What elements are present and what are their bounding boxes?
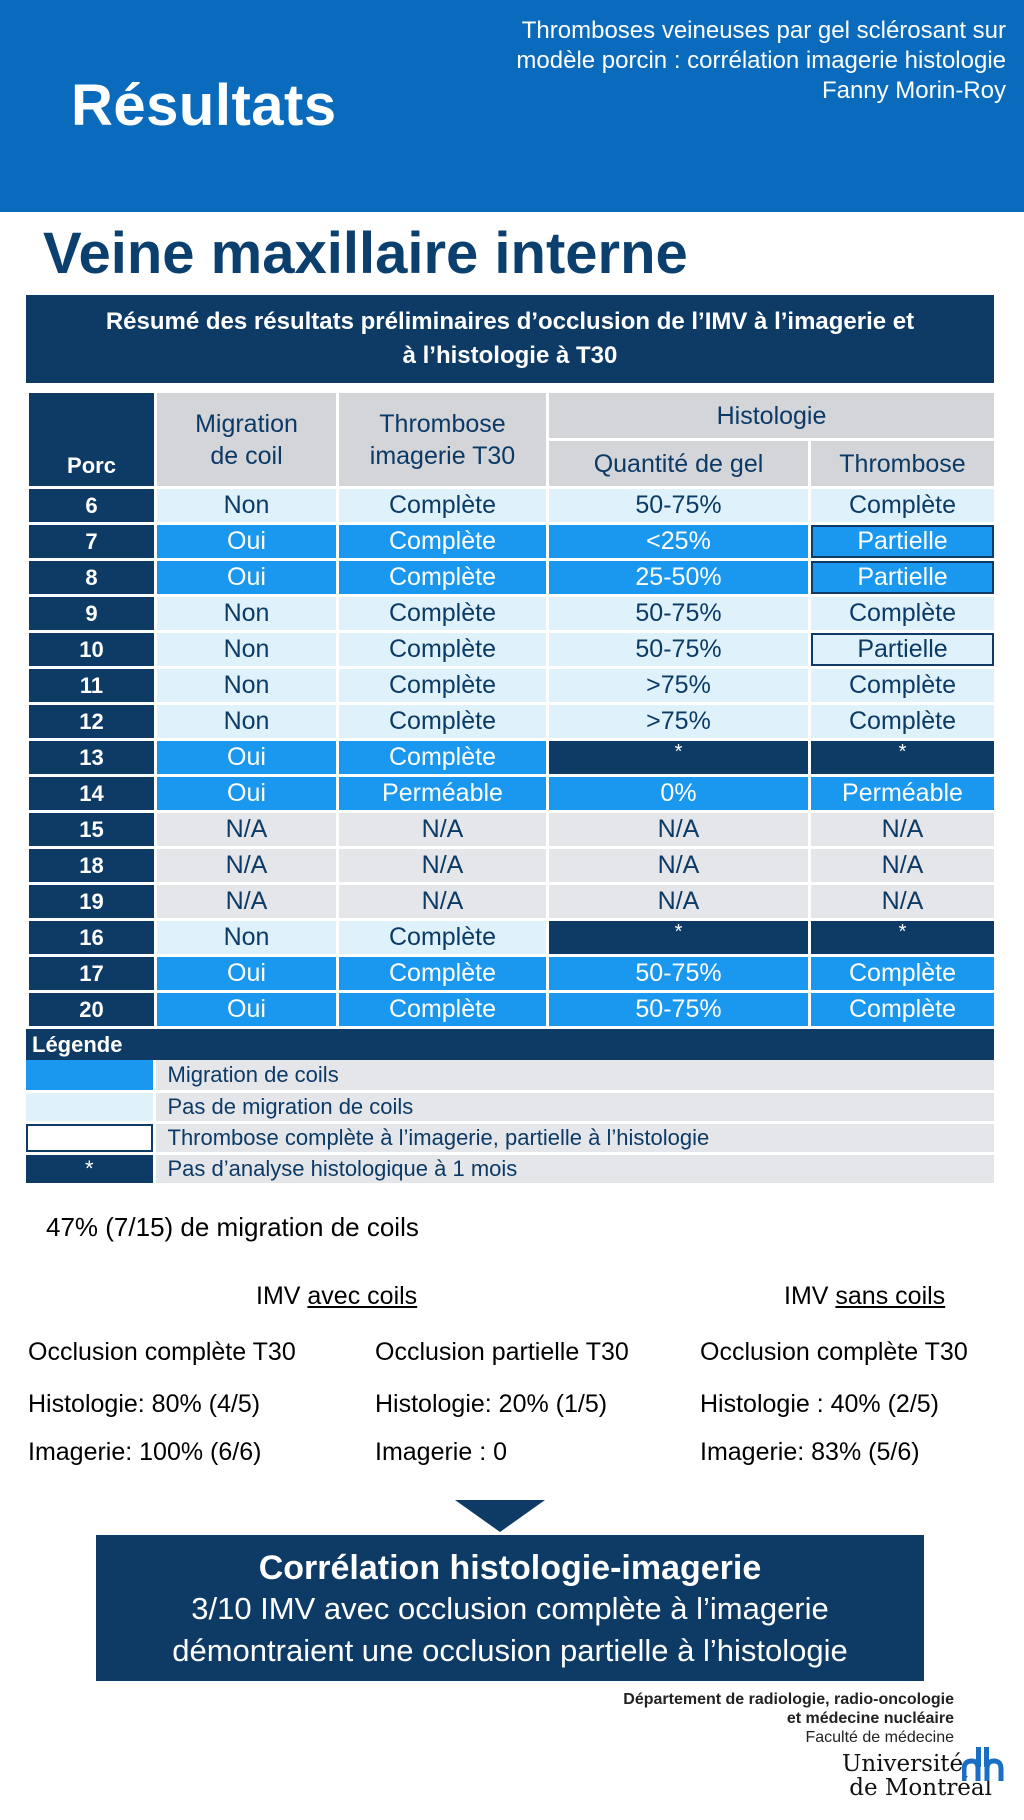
header-banner (0, 0, 1024, 212)
header-thrombose-imagerie-line-1: Thrombose (379, 409, 506, 438)
thrombose-imagerie-cell: Complète (338, 524, 548, 560)
thrombose-histologie-cell: * (810, 740, 996, 776)
table-row (28, 812, 996, 848)
thrombose-histologie-cell: N/A (810, 812, 996, 848)
down-arrow-icon (455, 1500, 545, 1532)
migration-cell: Oui (156, 560, 338, 596)
results-table (26, 390, 997, 1029)
legend-item (26, 1122, 994, 1153)
table-row (28, 668, 996, 704)
table-row (28, 884, 996, 920)
table-row (28, 560, 996, 596)
quantite-gel-cell: 50-75% (548, 632, 810, 668)
porc-cell: 12 (28, 704, 156, 740)
subtitle-line-1: Thromboses veineuses par gel sclérosant sur (521, 17, 1006, 44)
table-row (28, 524, 996, 560)
table-row (28, 596, 996, 632)
header-porc: Porc (28, 392, 156, 488)
thrombose-imagerie-cell: Complète (338, 668, 548, 704)
section-title: Veine maxillaire interne (43, 221, 688, 286)
quantite-gel-cell: N/A (548, 848, 810, 884)
thrombose-histologie-cell: Partielle (810, 560, 996, 596)
legend-text: Pas de migration de coils (154, 1091, 994, 1122)
porc-cell: 8 (28, 560, 156, 596)
page-title: Résultats (71, 73, 337, 138)
table-row (28, 920, 996, 956)
thrombose-histologie-cell: Partielle (810, 632, 996, 668)
thrombose-histologie-cell: Complète (810, 956, 996, 992)
col2-imagerie: Imagerie : 0 (375, 1438, 508, 1466)
header-quantite-gel: Quantité de gel (548, 440, 810, 488)
legend-item (26, 1153, 994, 1184)
migration-cell: Oui (156, 992, 338, 1028)
thrombose-histologie-cell: Complète (810, 704, 996, 740)
table-row (28, 848, 996, 884)
porc-cell: 17 (28, 956, 156, 992)
imv-avec-prefix: IMV (256, 1282, 308, 1310)
quantite-gel-cell: N/A (548, 884, 810, 920)
thrombose-imagerie-cell: Complète (338, 596, 548, 632)
migration-cell: Oui (156, 776, 338, 812)
imv-sans-coils-heading (784, 1282, 945, 1311)
quantite-gel-cell: 0% (548, 776, 810, 812)
thrombose-imagerie-cell: N/A (338, 848, 548, 884)
col3-imagerie: Imagerie: 83% (5/6) (700, 1438, 920, 1466)
header-thrombose-imagerie-line-2: imagerie T30 (369, 441, 516, 470)
thrombose-imagerie-cell: Complète (338, 560, 548, 596)
migration-cell: N/A (156, 812, 338, 848)
col3-title: Occlusion complète T30 (700, 1338, 968, 1366)
migration-cell: Oui (156, 740, 338, 776)
migration-cell: Non (156, 920, 338, 956)
table-row (28, 632, 996, 668)
quantite-gel-cell: 25-50% (548, 560, 810, 596)
thrombose-histologie-cell: Complète (810, 488, 996, 524)
university-logo-icon (962, 1745, 1004, 1785)
porc-cell: 19 (28, 884, 156, 920)
correlation-line-1: 3/10 IMV avec occlusion complète à l’imagerie (191, 1591, 829, 1626)
quantite-gel-cell: 50-75% (548, 596, 810, 632)
quantite-gel-cell: 50-75% (548, 992, 810, 1028)
porc-cell: 7 (28, 524, 156, 560)
department-credit (623, 1690, 954, 1747)
thrombose-histologie-cell: Perméable (810, 776, 996, 812)
quantite-gel-cell: 50-75% (548, 956, 810, 992)
porc-cell: 18 (28, 848, 156, 884)
quantite-gel-cell: * (548, 920, 810, 956)
imv-avec-coils-heading (256, 1282, 417, 1311)
quantite-gel-cell: <25% (548, 524, 810, 560)
thrombose-imagerie-cell: Complète (338, 920, 548, 956)
legend-swatch (26, 1122, 154, 1153)
legend-swatch (26, 1091, 154, 1122)
header-migration-line-1: Migration (195, 409, 298, 438)
header-thrombose: Thrombose (810, 440, 996, 488)
thrombose-histologie-cell: Complète (810, 668, 996, 704)
migration-cell: Non (156, 596, 338, 632)
correlation-title: Corrélation histologie-imagerie (258, 1549, 762, 1587)
univ-line-2: de Montréal (849, 1775, 992, 1801)
table-row (28, 740, 996, 776)
porc-cell: 11 (28, 668, 156, 704)
table-banner-line-2: à l’histologie à T30 (402, 342, 618, 369)
thrombose-imagerie-cell: N/A (338, 884, 548, 920)
table-row (28, 992, 996, 1028)
col1-imagerie: Imagerie: 100% (6/6) (28, 1438, 262, 1466)
subtitle-line-2: modèle porcin : corrélation imagerie histologie (516, 47, 1006, 74)
table-row (28, 776, 996, 812)
legend-title: Légende (26, 1029, 994, 1060)
dept-line-1: Département de radiologie, radio-oncologie (623, 1691, 954, 1708)
header-thrombose-imagerie (338, 392, 548, 488)
quantite-gel-cell: N/A (548, 812, 810, 848)
dept-line-2: et médecine nucléaire (786, 1710, 954, 1727)
thrombose-imagerie-cell: Complète (338, 704, 548, 740)
migration-cell: Oui (156, 524, 338, 560)
legend-swatch: * (26, 1153, 154, 1184)
col3-histologie: Histologie : 40% (2/5) (700, 1390, 940, 1418)
porc-cell: 10 (28, 632, 156, 668)
porc-cell: 6 (28, 488, 156, 524)
thrombose-histologie-cell: Complète (810, 992, 996, 1028)
migration-cell: Oui (156, 956, 338, 992)
migration-cell: Non (156, 632, 338, 668)
table-row (28, 488, 996, 524)
porc-cell: 16 (28, 920, 156, 956)
header-meta (516, 16, 1006, 106)
quantite-gel-cell: 50-75% (548, 488, 810, 524)
thrombose-imagerie-cell: Complète (338, 740, 548, 776)
table-banner-line-1: Résumé des résultats préliminaires d’occlusion de l’IMV à l’imagerie et (105, 308, 915, 335)
porc-cell: 13 (28, 740, 156, 776)
table-banner (26, 295, 994, 383)
porc-cell: 15 (28, 812, 156, 848)
dept-line-3: Faculté de médecine (805, 1729, 954, 1746)
thrombose-imagerie-cell: Complète (338, 992, 548, 1028)
header-migration (156, 392, 338, 488)
migration-cell: Non (156, 704, 338, 740)
col2-title: Occlusion partielle T30 (375, 1338, 629, 1366)
thrombose-histologie-cell: Partielle (810, 524, 996, 560)
thrombose-histologie-cell: Complète (810, 596, 996, 632)
porc-cell: 14 (28, 776, 156, 812)
col1-title: Occlusion complète T30 (28, 1338, 296, 1366)
thrombose-imagerie-cell: Complète (338, 956, 548, 992)
migration-rate: 47% (7/15) de migration de coils (46, 1212, 419, 1242)
correlation-line-2: démontraient une occlusion partielle à l’histologie (172, 1633, 848, 1668)
migration-cell: N/A (156, 884, 338, 920)
legend-item (26, 1091, 994, 1122)
correlation-box (96, 1535, 924, 1681)
migration-cell: N/A (156, 848, 338, 884)
thrombose-histologie-cell: N/A (810, 848, 996, 884)
imv-sans-prefix: IMV (784, 1282, 836, 1310)
header-histologie: Histologie (548, 392, 996, 440)
legend-text: Thrombose complète à l’imagerie, partielle à l’histologie (154, 1122, 994, 1153)
legend-text: Migration de coils (154, 1060, 994, 1091)
header-migration-line-2: de coil (210, 441, 283, 470)
thrombose-histologie-cell: N/A (810, 884, 996, 920)
legend-swatch (26, 1060, 154, 1091)
thrombose-imagerie-cell: Complète (338, 488, 548, 524)
univ-line-1: Université (842, 1751, 964, 1777)
quantite-gel-cell: >75% (548, 704, 810, 740)
imv-avec-underlined: avec coils (307, 1282, 418, 1310)
thrombose-histologie-cell: * (810, 920, 996, 956)
thrombose-imagerie-cell: Perméable (338, 776, 548, 812)
author: Fanny Morin-Roy (821, 77, 1006, 104)
migration-cell: Non (156, 488, 338, 524)
table-row (28, 704, 996, 740)
table-row (28, 956, 996, 992)
legend-text: Pas d’analyse histologique à 1 mois (154, 1153, 994, 1184)
quantite-gel-cell: >75% (548, 668, 810, 704)
legend-table (26, 1029, 994, 1186)
col1-histologie: Histologie: 80% (4/5) (28, 1390, 261, 1418)
porc-cell: 9 (28, 596, 156, 632)
legend-item (26, 1060, 994, 1091)
thrombose-imagerie-cell: Complète (338, 632, 548, 668)
quantite-gel-cell: * (548, 740, 810, 776)
imv-sans-underlined: sans coils (835, 1282, 946, 1310)
porc-cell: 20 (28, 992, 156, 1028)
col2-histologie: Histologie: 20% (1/5) (375, 1390, 608, 1418)
migration-cell: Non (156, 668, 338, 704)
thrombose-imagerie-cell: N/A (338, 812, 548, 848)
